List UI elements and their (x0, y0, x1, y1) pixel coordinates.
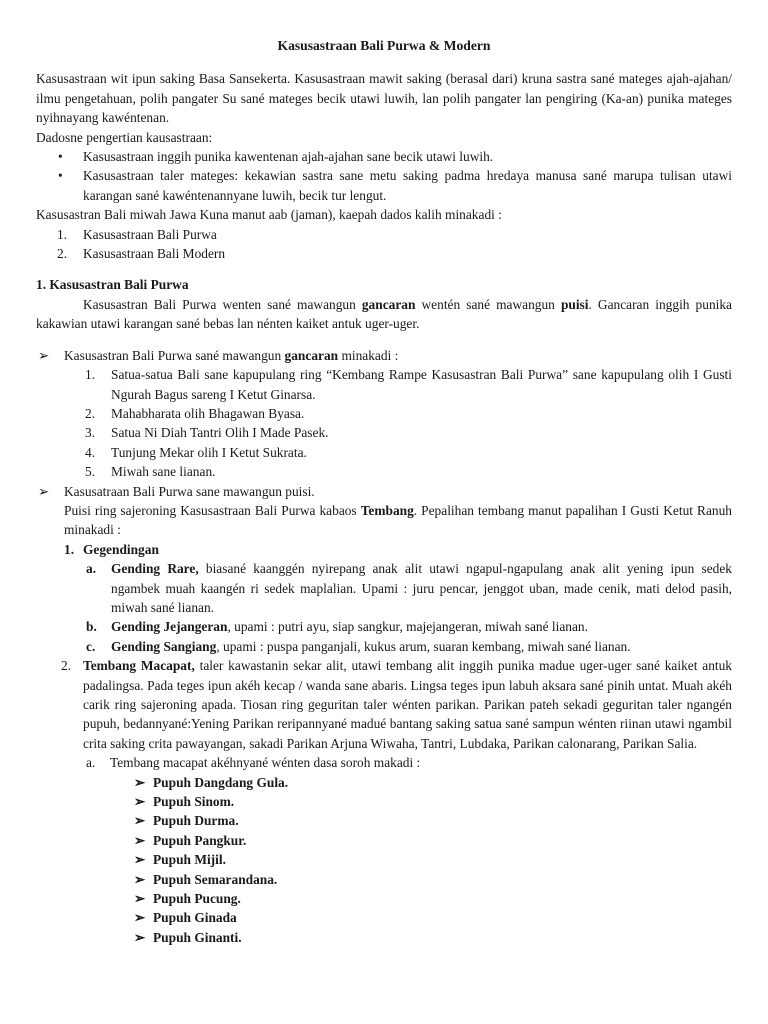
pupuh-item: ➢ Pupuh Ginanti. (36, 928, 732, 947)
arrow-icon: ➢ (134, 910, 146, 926)
arrow-icon: ➢ (38, 483, 50, 499)
gancaran-text: Tunjung Mekar olih I Ketut Sukrata. (111, 444, 307, 460)
arrow-icon: ➢ (38, 347, 50, 363)
arrow-icon: ➢ (134, 832, 146, 848)
gancaran-item (36, 443, 732, 462)
intro-paragraph: Kasusastraan wit ipun saking Basa Sansekerta. Kasusastraan mawit saking (berasal dari) kruna sastra sané mateges ajah-ajahan/ ilmu pengetahuan, polih pangater Su sané mateges becik utawi luwih, lan polih pangater lan pengiring (Ka-an) punika mateges nyihnayang kawéntenan. (36, 71, 732, 126)
bullet-icon: • (58, 149, 63, 165)
division-item (36, 225, 732, 244)
section-paragraph: Kasusastran Bali Purwa wenten sané mawangun gancaran wentén sané mawangun puisi. Gancaran inggih punika kakawian utawi karangan sané bebas lan nénten kaiket antuk uger-uger. (36, 296, 732, 332)
pupuh-item: ➢ Pupuh Mijil. (36, 850, 732, 869)
list-number: 5. (85, 464, 96, 480)
gancaran-text: Satua-satua Bali sane kapupulang ring “Kembang Rampe Kasusastran Bali Purwa” sane kapupulang olih I Gusti Ngurah Bagus sareng I Ketut Ginarsa. (111, 367, 732, 402)
arrow-icon: ➢ (134, 774, 146, 790)
list-letter: c. (86, 638, 96, 654)
list-number: 2. (57, 246, 68, 262)
pupuh-item: ➢ Pupuh Durma. (36, 811, 732, 830)
gancaran-item (36, 404, 732, 423)
list-letter: a. (86, 561, 97, 577)
bullet-icon: • (58, 168, 63, 184)
definition-item (36, 166, 732, 205)
gancaran-lead: ➢ Kasusastran Bali Purwa sané mawangun gancaran minakadi : (36, 346, 732, 365)
list-number: 1. (64, 541, 75, 557)
arrow-icon: ➢ (134, 891, 146, 907)
definition-list (36, 147, 732, 205)
division-text: Kasusastraan Bali Purwa (83, 226, 217, 242)
pupuh-item: ➢ Pupuh Ginada (36, 908, 732, 927)
gegendingan-list (36, 559, 732, 656)
gancaran-item (36, 462, 732, 481)
arrow-icon: ➢ (134, 929, 146, 945)
pupuh-item: ➢ Pupuh Sinom. (36, 792, 732, 811)
division-item (36, 244, 732, 263)
pupuh-item: ➢ Pupuh Dangdang Gula. (36, 773, 732, 792)
definition-intro: Dadosne pengertian kausastraan: (36, 129, 213, 145)
division-list (36, 225, 732, 264)
macapat-item: 2. Tembang Macapat, taler kawastanin sekar alit, utawi tembang alit inggih punika madue uger-uger sané kaiket antuk padalingsa. Pada teges ipun akéh kecap / wanda sane abaris. Lingsa teges ipun labuh aksara sané pinih untat. Muah akéh carik ring sajeroning apada. Tiosan ring geguritan taler wénten parikan. Parikan pateh sekadi geguritan taler ngangén pupuh, bedannyané:Yening Parikan reripannyané madué bantang saking satua sané sampun wénten riinan utawi ngambil crita saking crita pawayangan, sakadi Parikan Arjuna Wiwaha, Tantri, Lubdaka, Parikan calonarang, Parikan Salia. (36, 656, 732, 753)
pupuh-list (36, 773, 732, 948)
arrow-icon: ➢ (134, 794, 146, 810)
gancaran-text: Mahabharata olih Bhagawan Byasa. (111, 405, 305, 421)
arrow-icon: ➢ (134, 852, 146, 868)
definition-item (36, 147, 732, 166)
section-heading: 1. Kasusastran Bali Purwa (36, 277, 189, 293)
puisi-lead: ➢ Kasusatraan Bali Purwa sane mawangun puisi. (36, 482, 732, 501)
puisi-paragraph: Puisi ring sajeroning Kasusastraan Bali Purwa kabaos Tembang. Pepalihan tembang manut papalihan I Gusti Ketut Ranuh minakadi : (64, 502, 732, 538)
gegendingan-item: b. Gending Jejangeran, upami : putri ayu, siap sangkur, majejangeran, miwah sané lianan. (36, 617, 732, 636)
gancaran-list (36, 365, 732, 481)
list-number: 2. (85, 405, 96, 421)
document-title: Kasusastraan Bali Purwa & Modern (277, 38, 491, 53)
list-number: 3. (85, 425, 96, 441)
division-text: Kasusastraan Bali Modern (83, 246, 226, 262)
list-letter: a. (86, 755, 96, 771)
list-number: 2. (61, 658, 72, 674)
definition-text: Kasusastraan inggih punika kawentenan ajah-ajahan sane becik utawi luwih. (83, 149, 494, 165)
gancaran-item (36, 365, 732, 404)
list-letter: b. (86, 619, 97, 635)
gegendingan-item: c. Gending Sangiang, upami : puspa panganjali, kukus arum, suaran kembang, miwah sané lianan. (36, 637, 732, 656)
gegendingan-item: a. Gending Rare, biasané kaanggén nyirepang anak alit utawi ngapul-ngapulang anak alit yening ipun sedek ngambek muah kaangén ri sedek maplalian. Upami : juru pencar, jenggot uban, made cenik, mati delod pasih, miwah sané lianan. (36, 559, 732, 617)
pupuh-item: ➢ Pupuh Pucung. (36, 889, 732, 908)
macapat-sub-item: a. Tembang macapat akéhnyané wénten dasa soroh makadi : (36, 753, 732, 772)
gancaran-item (36, 423, 732, 442)
arrow-icon: ➢ (134, 813, 146, 829)
definition-text: Kasusastraan taler mateges: kekawian sastra sane metu saking padma hredaya manusa sané marupa tulisan utawi karangan sané kawéntenannyane luwih, becik tur lengut. (83, 168, 732, 203)
list-number: 1. (85, 367, 96, 383)
pupuh-item: ➢ Pupuh Semarandana. (36, 870, 732, 889)
list-number: 4. (85, 444, 96, 460)
division-intro: Kasusastran Bali miwah Jawa Kuna manut aab (jaman), kaepah dados kalih minakadi : (36, 207, 502, 223)
gegendingan-heading: 1. Gegendingan (36, 540, 732, 559)
pupuh-item: ➢ Pupuh Pangkur. (36, 831, 732, 850)
gancaran-text: Miwah sane lianan. (111, 464, 216, 480)
arrow-icon: ➢ (134, 871, 146, 887)
list-number: 1. (57, 226, 68, 242)
gancaran-text: Satua Ni Diah Tantri Olih I Made Pasek. (111, 425, 329, 441)
